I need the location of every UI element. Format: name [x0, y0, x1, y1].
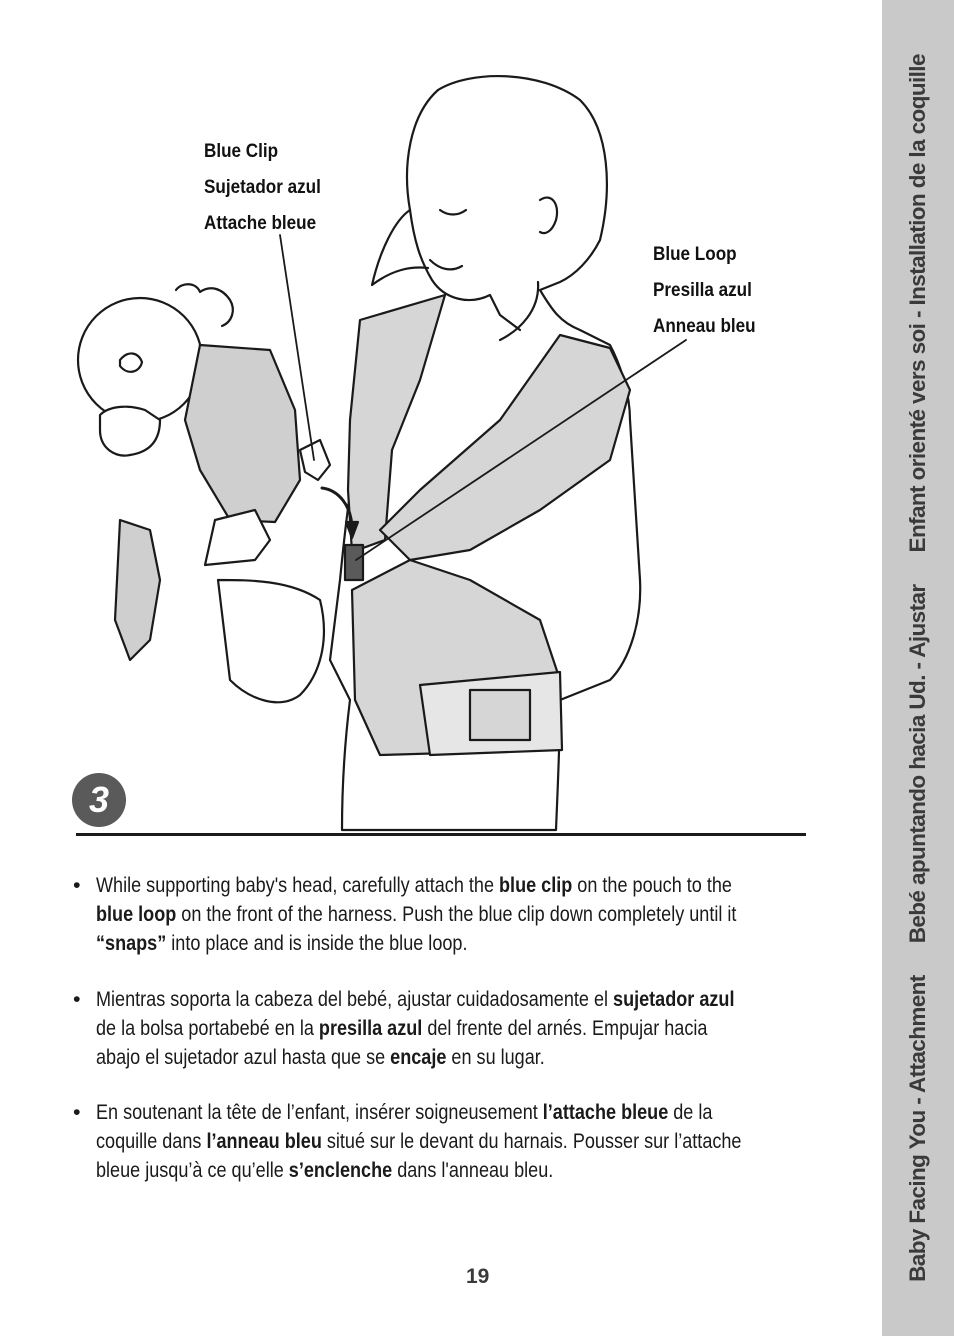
callout-clip-fr: Attache bleue [204, 213, 317, 234]
callout-loop-es: Presilla azul [653, 280, 752, 301]
instruction-es-text: Mientras soporta la cabeza del bebé, ajustar cuidadosamente el sujetador azul de la bolsa portabebé en la presilla azul del frente del arnés. Empujar hacia abajo el sujetador azul hasta que se encaje en su lugar. [96, 987, 735, 1069]
bullet-dot: • [73, 987, 81, 1011]
instruction-en-text: While supporting baby's head, carefully attach the blue clip on the pouch to the blue loop on the front of the harness. Push the blue clip down completely until it “snaps” into place and is inside the blue loop. [96, 873, 737, 955]
callout-blue-clip [204, 134, 321, 242]
callout-loop-en: Blue Loop [653, 244, 737, 265]
side-title-en: Baby Facing You - Attachment [905, 975, 930, 1282]
baby-figure [78, 284, 330, 702]
baby-carrier-illustration [0, 60, 820, 840]
step-number-badge: 3 [72, 773, 126, 827]
side-title-fr: Enfant orienté vers soi - Installation de la coquille [905, 54, 930, 553]
callout-loop-fr: Anneau bleu [653, 316, 756, 337]
instruction-en [73, 871, 853, 958]
callout-clip-en: Blue Clip [204, 141, 279, 162]
side-title-es: Bebé apuntando hacia Ud. - Ajustar [905, 584, 930, 944]
callout-blue-loop [653, 237, 756, 345]
bullet-dot: • [73, 1100, 81, 1124]
instruction-fr [73, 1098, 853, 1185]
page-number: 19 [466, 1265, 490, 1288]
instruction-fr-text: En soutenant la tête de l’enfant, insérer soigneusement l’attache bleue de la coquille dans l’anneau bleu situé sur le devant du harnais. Pousser sur l’attache bleue jusqu’à ce qu’elle s’enclenche dans l'anneau bleu. [96, 1100, 742, 1182]
harness [345, 295, 630, 755]
instruction-es [73, 985, 853, 1072]
section-divider [76, 833, 806, 836]
side-tab-title [905, 54, 931, 1282]
callout-clip-es: Sujetador azul [204, 177, 321, 198]
bullet-dot: • [73, 873, 81, 897]
